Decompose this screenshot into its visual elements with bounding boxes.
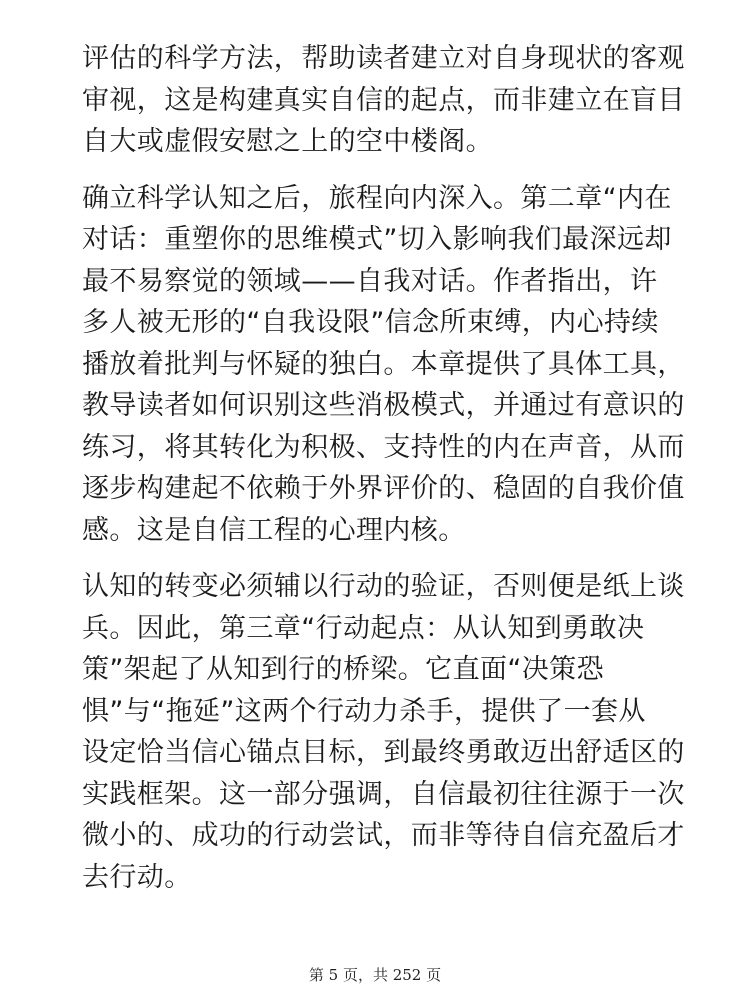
text-line: 评估的科学方法，帮助读者建立对自身现状的客观 [82, 43, 685, 74]
text-line: 感。这是自信工程的心理内核。 [82, 514, 466, 546]
text-line: 练习，将其转化为积极、支持性的内在声音，从而 [82, 431, 685, 463]
text-line: 多人被无形的“自我设限”信念所束缚，内心持续 [82, 307, 659, 338]
text-line: 教导读者如何识别这些消极模式，并通过有意识的 [82, 390, 685, 421]
text-line: 认知的转变必须辅以行动的验证，否则便是纸上谈 [82, 571, 685, 602]
paragraph-2 [82, 178, 685, 552]
document-body [82, 38, 685, 913]
text-line: 审视，这是构建真实自信的起点，而非建立在盲目 [82, 84, 685, 116]
text-line: 播放着批判与怀疑的独白。本章提供了具体工具， [82, 348, 685, 380]
text-line: 逐步构建起不依赖于外界评价的、稳固的自我价值 [82, 473, 685, 504]
text-line: 策”架起了从知到行的桥梁。它直面“决策恐 [82, 654, 604, 685]
text-line: 设定恰当信心锚点目标，到最终勇敢迈出舒适区的 [82, 737, 685, 768]
text-line: 确立科学认知之后，旅程向内深入。第二章“内在 [82, 182, 672, 214]
page-number: 第 5 页，共 252 页 [308, 966, 442, 984]
text-line: 微小的、成功的行动尝试，而非等待自信充盈后才 [82, 820, 685, 851]
text-line: 自大或虚假安慰之上的空中楼阁。 [82, 126, 493, 157]
paragraph-1 [82, 38, 685, 163]
text-line: 惧”与“拖延”这两个行动力杀手，提供了一套从 [82, 695, 646, 727]
text-line: 去行动。 [82, 861, 192, 893]
text-line: 最不易察觉的领域——自我对话。作者指出，许 [82, 265, 658, 297]
text-line: 兵。因此，第三章“行动起点：从认知到勇敢决 [82, 612, 645, 644]
text-line: 实践框架。这一部分强调，自信最初往往源于一次 [82, 778, 685, 810]
text-line: 对话：重塑你的思维模式”切入影响我们最深远却 [82, 224, 672, 255]
paragraph-3 [82, 566, 685, 898]
